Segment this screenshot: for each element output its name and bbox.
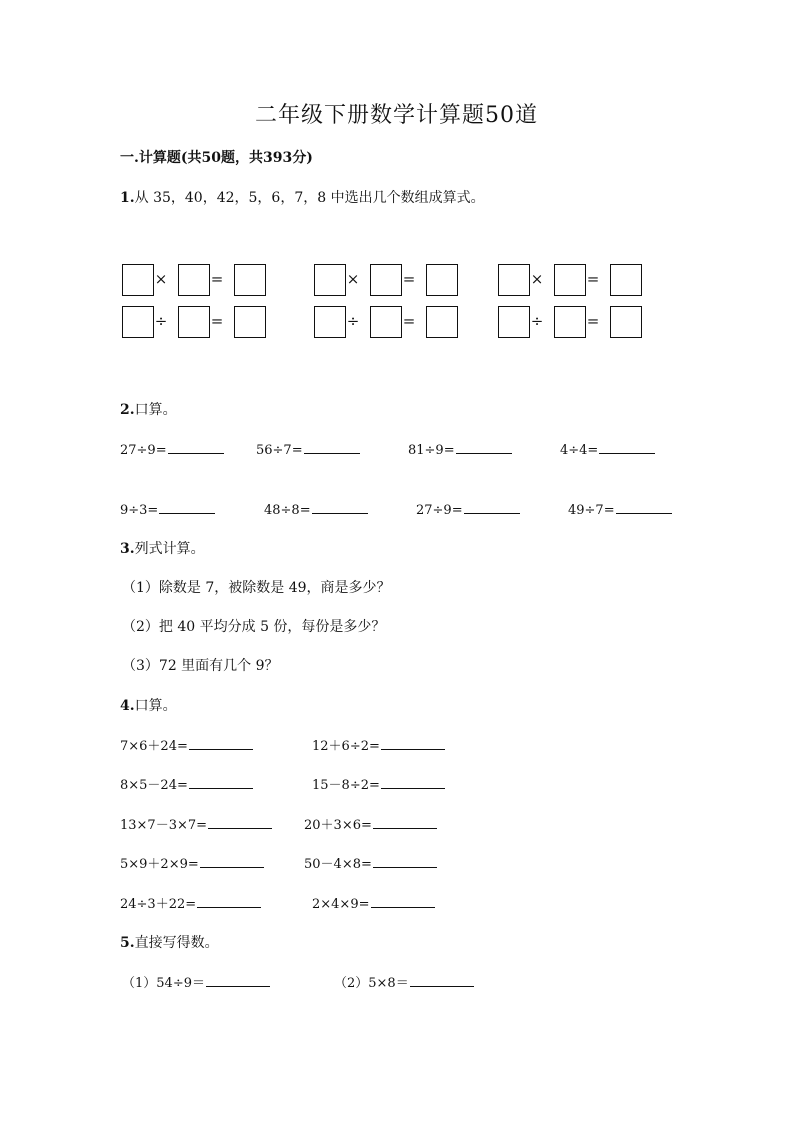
- answer-blank[interactable]: [206, 972, 270, 987]
- answer-box[interactable]: [498, 264, 530, 296]
- answer-box[interactable]: [610, 306, 642, 338]
- question-1: [120, 187, 485, 207]
- calc-item: 24÷3＋22=: [120, 893, 261, 912]
- calc-item: （2）5×8＝: [334, 972, 474, 991]
- calc-item: 5×9＋2×9=: [120, 853, 264, 872]
- answer-blank[interactable]: [189, 735, 253, 750]
- operator: =: [402, 270, 416, 288]
- calc-item: 81÷9=: [408, 439, 512, 458]
- section-heading: 一.计算题(共50题，共393分): [120, 150, 313, 166]
- answer-box[interactable]: [314, 264, 346, 296]
- page-title: 二年级下册数学计算题50道: [255, 103, 538, 128]
- operator: =: [210, 312, 224, 330]
- answer-box[interactable]: [554, 264, 586, 296]
- answer-box[interactable]: [370, 264, 402, 296]
- operator: ÷: [154, 312, 168, 330]
- answer-blank[interactable]: [599, 439, 655, 454]
- calc-item: （1）54÷9＝: [122, 972, 270, 991]
- operator: ÷: [530, 312, 544, 330]
- calc-item: 9÷3=: [120, 499, 215, 518]
- calc-item: 49÷7=: [568, 499, 672, 518]
- question-number: 5.: [120, 935, 135, 951]
- calc-item: 2×4×9=: [312, 893, 435, 912]
- operator: =: [586, 312, 600, 330]
- question-4: [120, 695, 177, 715]
- question-number: 4.: [120, 698, 135, 714]
- calc-item: 15－8÷2=: [312, 774, 445, 793]
- answer-box[interactable]: [178, 306, 210, 338]
- answer-box[interactable]: [234, 306, 266, 338]
- question-5: [120, 932, 219, 952]
- answer-box[interactable]: [234, 264, 266, 296]
- calc-item: 8×5－24=: [120, 774, 253, 793]
- answer-box[interactable]: [122, 306, 154, 338]
- calc-item: 20＋3×6=: [304, 814, 437, 833]
- question-2: [120, 399, 177, 419]
- answer-box[interactable]: [426, 264, 458, 296]
- answer-blank[interactable]: [208, 814, 272, 829]
- operator: ×: [346, 270, 360, 288]
- word-problem: （2）把 40 平均分成 5 份，每份是多少？: [122, 619, 386, 635]
- answer-blank[interactable]: [312, 499, 368, 514]
- answer-blank[interactable]: [410, 972, 474, 987]
- answer-blank[interactable]: [373, 853, 437, 868]
- calc-item: 48÷8=: [264, 499, 368, 518]
- calc-item: 27÷9=: [416, 499, 520, 518]
- word-problem: （1）除数是 7，被除数是 49，商是多少？: [122, 580, 391, 596]
- answer-blank[interactable]: [464, 499, 520, 514]
- answer-blank[interactable]: [304, 439, 360, 454]
- answer-blank[interactable]: [371, 893, 435, 908]
- answer-blank[interactable]: [456, 439, 512, 454]
- question-text: 口算。: [134, 402, 177, 418]
- answer-blank[interactable]: [197, 893, 261, 908]
- calc-item: 4÷4=: [560, 439, 655, 458]
- question-number: 2.: [120, 402, 135, 418]
- question-text: 从 35，40，42，5，6，7，8 中选出几个数组成算式。: [134, 190, 485, 206]
- answer-blank[interactable]: [168, 439, 224, 454]
- operator: ×: [154, 270, 168, 288]
- operator: ÷: [346, 312, 360, 330]
- answer-box[interactable]: [370, 306, 402, 338]
- question-text: 直接写得数。: [134, 935, 219, 951]
- calc-item: 12＋6÷2=: [312, 735, 445, 754]
- question-text: 列式计算。: [134, 541, 205, 557]
- calc-item: 27÷9=: [120, 439, 224, 458]
- answer-blank[interactable]: [381, 735, 445, 750]
- calc-item: 56÷7=: [256, 439, 360, 458]
- word-problem: （3）72 里面有几个 9？: [122, 658, 279, 674]
- answer-box[interactable]: [178, 264, 210, 296]
- calc-item: 7×6＋24=: [120, 735, 253, 754]
- operator: =: [402, 312, 416, 330]
- answer-blank[interactable]: [200, 853, 264, 868]
- answer-box[interactable]: [426, 306, 458, 338]
- question-text: 口算。: [134, 698, 177, 714]
- answer-blank[interactable]: [189, 774, 253, 789]
- answer-box[interactable]: [554, 306, 586, 338]
- question-number: 3.: [120, 541, 135, 557]
- operator: =: [586, 270, 600, 288]
- answer-blank[interactable]: [159, 499, 215, 514]
- answer-box[interactable]: [314, 306, 346, 338]
- answer-box[interactable]: [610, 264, 642, 296]
- question-number: 1.: [120, 190, 135, 206]
- answer-box[interactable]: [122, 264, 154, 296]
- operator: =: [210, 270, 224, 288]
- calc-item: 50－4×8=: [304, 853, 437, 872]
- answer-blank[interactable]: [616, 499, 672, 514]
- operator: ×: [530, 270, 544, 288]
- calc-item: 13×7－3×7=: [120, 814, 272, 833]
- answer-box[interactable]: [498, 306, 530, 338]
- question-3: [120, 538, 205, 558]
- answer-blank[interactable]: [373, 814, 437, 829]
- answer-blank[interactable]: [381, 774, 445, 789]
